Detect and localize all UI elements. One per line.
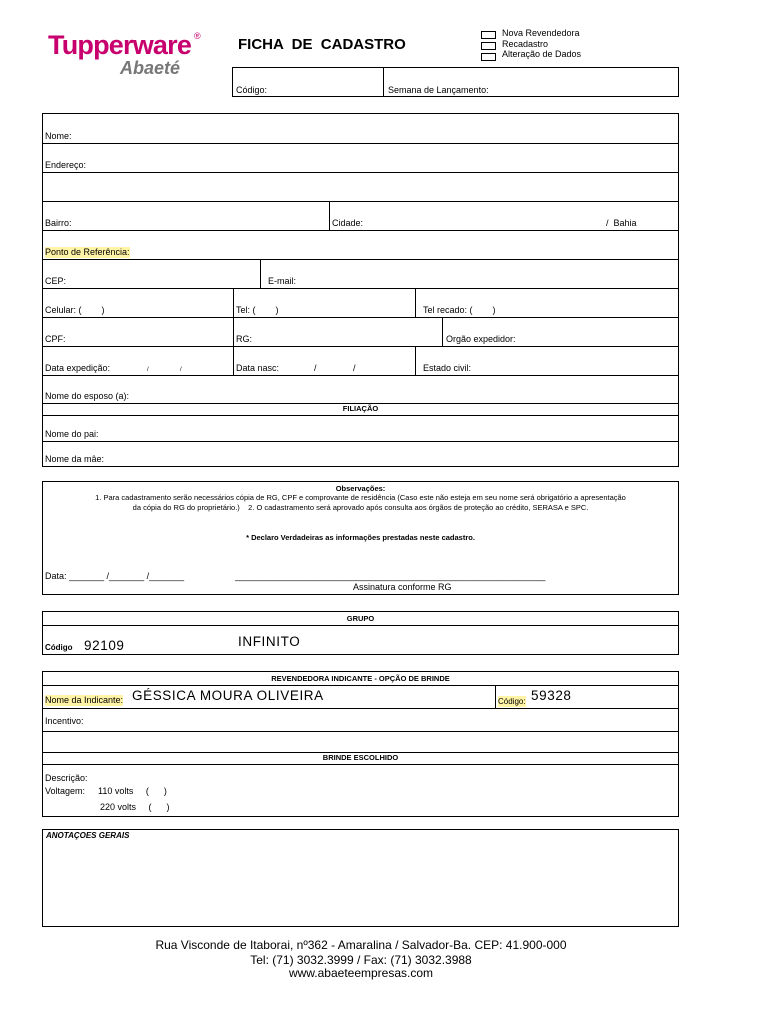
indicante-nome-label: Nome da Indicante: [45, 695, 124, 705]
grupo-section [42, 611, 679, 655]
pai-field[interactable]: Nome do pai: [45, 429, 99, 439]
indicante-title: REVENDEDORA INDICANTE - OPÇÃO DE BRINDE [271, 674, 450, 683]
rg-field[interactable]: RG: [236, 334, 253, 344]
data-field[interactable]: Data: _______ /_______ /_______ [45, 571, 185, 581]
cpf-field[interactable]: CPF: [45, 334, 66, 344]
filiacao-header [43, 404, 678, 415]
mae-field[interactable]: Nome da mâe: [45, 454, 105, 464]
grupo-nome-value[interactable]: INFINITO [238, 634, 301, 649]
observacoes-section [42, 481, 679, 595]
grupo-codigo-value[interactable]: 92109 [84, 638, 125, 653]
tel-field[interactable]: Tel: ( ) [236, 305, 279, 315]
logo-sub: Abaeté [120, 58, 181, 78]
option-alteracao-checkbox[interactable] [481, 53, 496, 61]
endereco-field[interactable]: Endereço: [45, 160, 87, 170]
bairro-field[interactable]: Bairro: [45, 218, 72, 228]
email-field[interactable]: E-mail: [268, 276, 297, 286]
data-exp-slash-2: / [180, 367, 182, 373]
filiacao-title: FILIAÇÃO [342, 404, 379, 413]
incentivo-field[interactable]: Incentivo: [45, 716, 84, 726]
voltagem-label: Voltagem: [45, 786, 86, 796]
anotacoes-section[interactable] [42, 829, 679, 927]
cep-field[interactable]: CEP: [45, 276, 67, 286]
voltagem-110-option[interactable]: 110 volts ( ) [98, 786, 167, 796]
indicante-codigo-label: Código: [498, 697, 526, 706]
grupo-codigo-label: Código [45, 643, 73, 652]
orgao-field[interactable]: Orgão expedidor: [446, 334, 516, 344]
cidade-field[interactable]: Cidade: [332, 218, 364, 228]
nome-field[interactable]: Nome: [45, 131, 72, 141]
logo-wordmark: Tupperware [48, 30, 192, 60]
data-nasc-slash-2: / [353, 363, 356, 373]
estado-civil-field[interactable]: Estado civil: [423, 363, 472, 373]
observacoes-line-2: da cópia do RG do proprietário.) 2. O cadastramento será aprovado após consulta aos órgãos de proteção ao crédito, SERASA e SPC. [132, 503, 589, 512]
assinatura-label: Assinatura conforme RG [353, 582, 452, 592]
footer-address: Rua Visconde de Itaborai, nº362 - Amaralina / Salvador-Ba. CEP: 41.900-000 [155, 938, 567, 952]
indicante-nome-value[interactable]: GÉSSICA MOURA OLIVEIRA [132, 688, 324, 703]
page-title: FICHA DE CADASTRO [238, 36, 406, 53]
grupo-title: GRUPO [346, 614, 375, 623]
option-alteracao-label: Alteração de Dados [502, 49, 582, 59]
footer-site[interactable]: www.abaeteempresas.com [288, 966, 434, 980]
tel-recado-field[interactable]: Tel recado: ( ) [423, 305, 496, 315]
signature-line[interactable]: ______________________________________________________________ [235, 571, 546, 581]
descricao-field[interactable]: Descrição: [45, 773, 88, 783]
semana-field[interactable]: Semana de Lançamento: [388, 85, 489, 95]
data-expedicao-field[interactable]: Data expedição: [45, 363, 111, 373]
option-recadastro-checkbox[interactable] [481, 42, 496, 50]
data-exp-slash-1: / [147, 367, 149, 373]
referencia-field[interactable]: Ponto de Referência: [45, 247, 130, 257]
anotacoes-title: ANOTAÇOES GERAIS [46, 831, 130, 840]
option-recadastro-label: Recadastro [502, 39, 549, 49]
option-nova-revendedora-label: Nova Revendedora [502, 28, 580, 38]
observacoes-line-1: 1. Para cadastramento serão necessários cópia de RG, CPF e comprovante de residência (Caso este não esteja em seu nome será obrigatório a apresentação [95, 493, 626, 502]
footer-phone: Tel: (71) 3032.3999 / Fax: (71) 3032.3988 [250, 953, 472, 967]
indicante-codigo-value[interactable]: 59328 [531, 688, 572, 703]
declaro-text: * Declaro Verdadeiras as informações prestadas neste cadastro. [246, 533, 475, 542]
observacoes-title: Observações: [335, 484, 386, 493]
celular-field[interactable]: Celular: ( ) [45, 305, 105, 315]
logo-registered: ® [194, 31, 201, 41]
uf-label: / Bahia [606, 218, 637, 228]
logo [48, 30, 208, 80]
codigo-field[interactable]: Código: [236, 85, 268, 95]
esposo-field[interactable]: Nome do esposo (a): [45, 391, 130, 401]
voltagem-220-option[interactable]: 220 volts ( ) [100, 802, 170, 812]
brinde-title: BRINDE ESCOLHIDO [322, 753, 399, 762]
data-nasc-slash-1: / [314, 363, 317, 373]
data-nasc-field[interactable]: Data nasc: [236, 363, 280, 373]
option-nova-revendedora-checkbox[interactable] [481, 31, 496, 39]
